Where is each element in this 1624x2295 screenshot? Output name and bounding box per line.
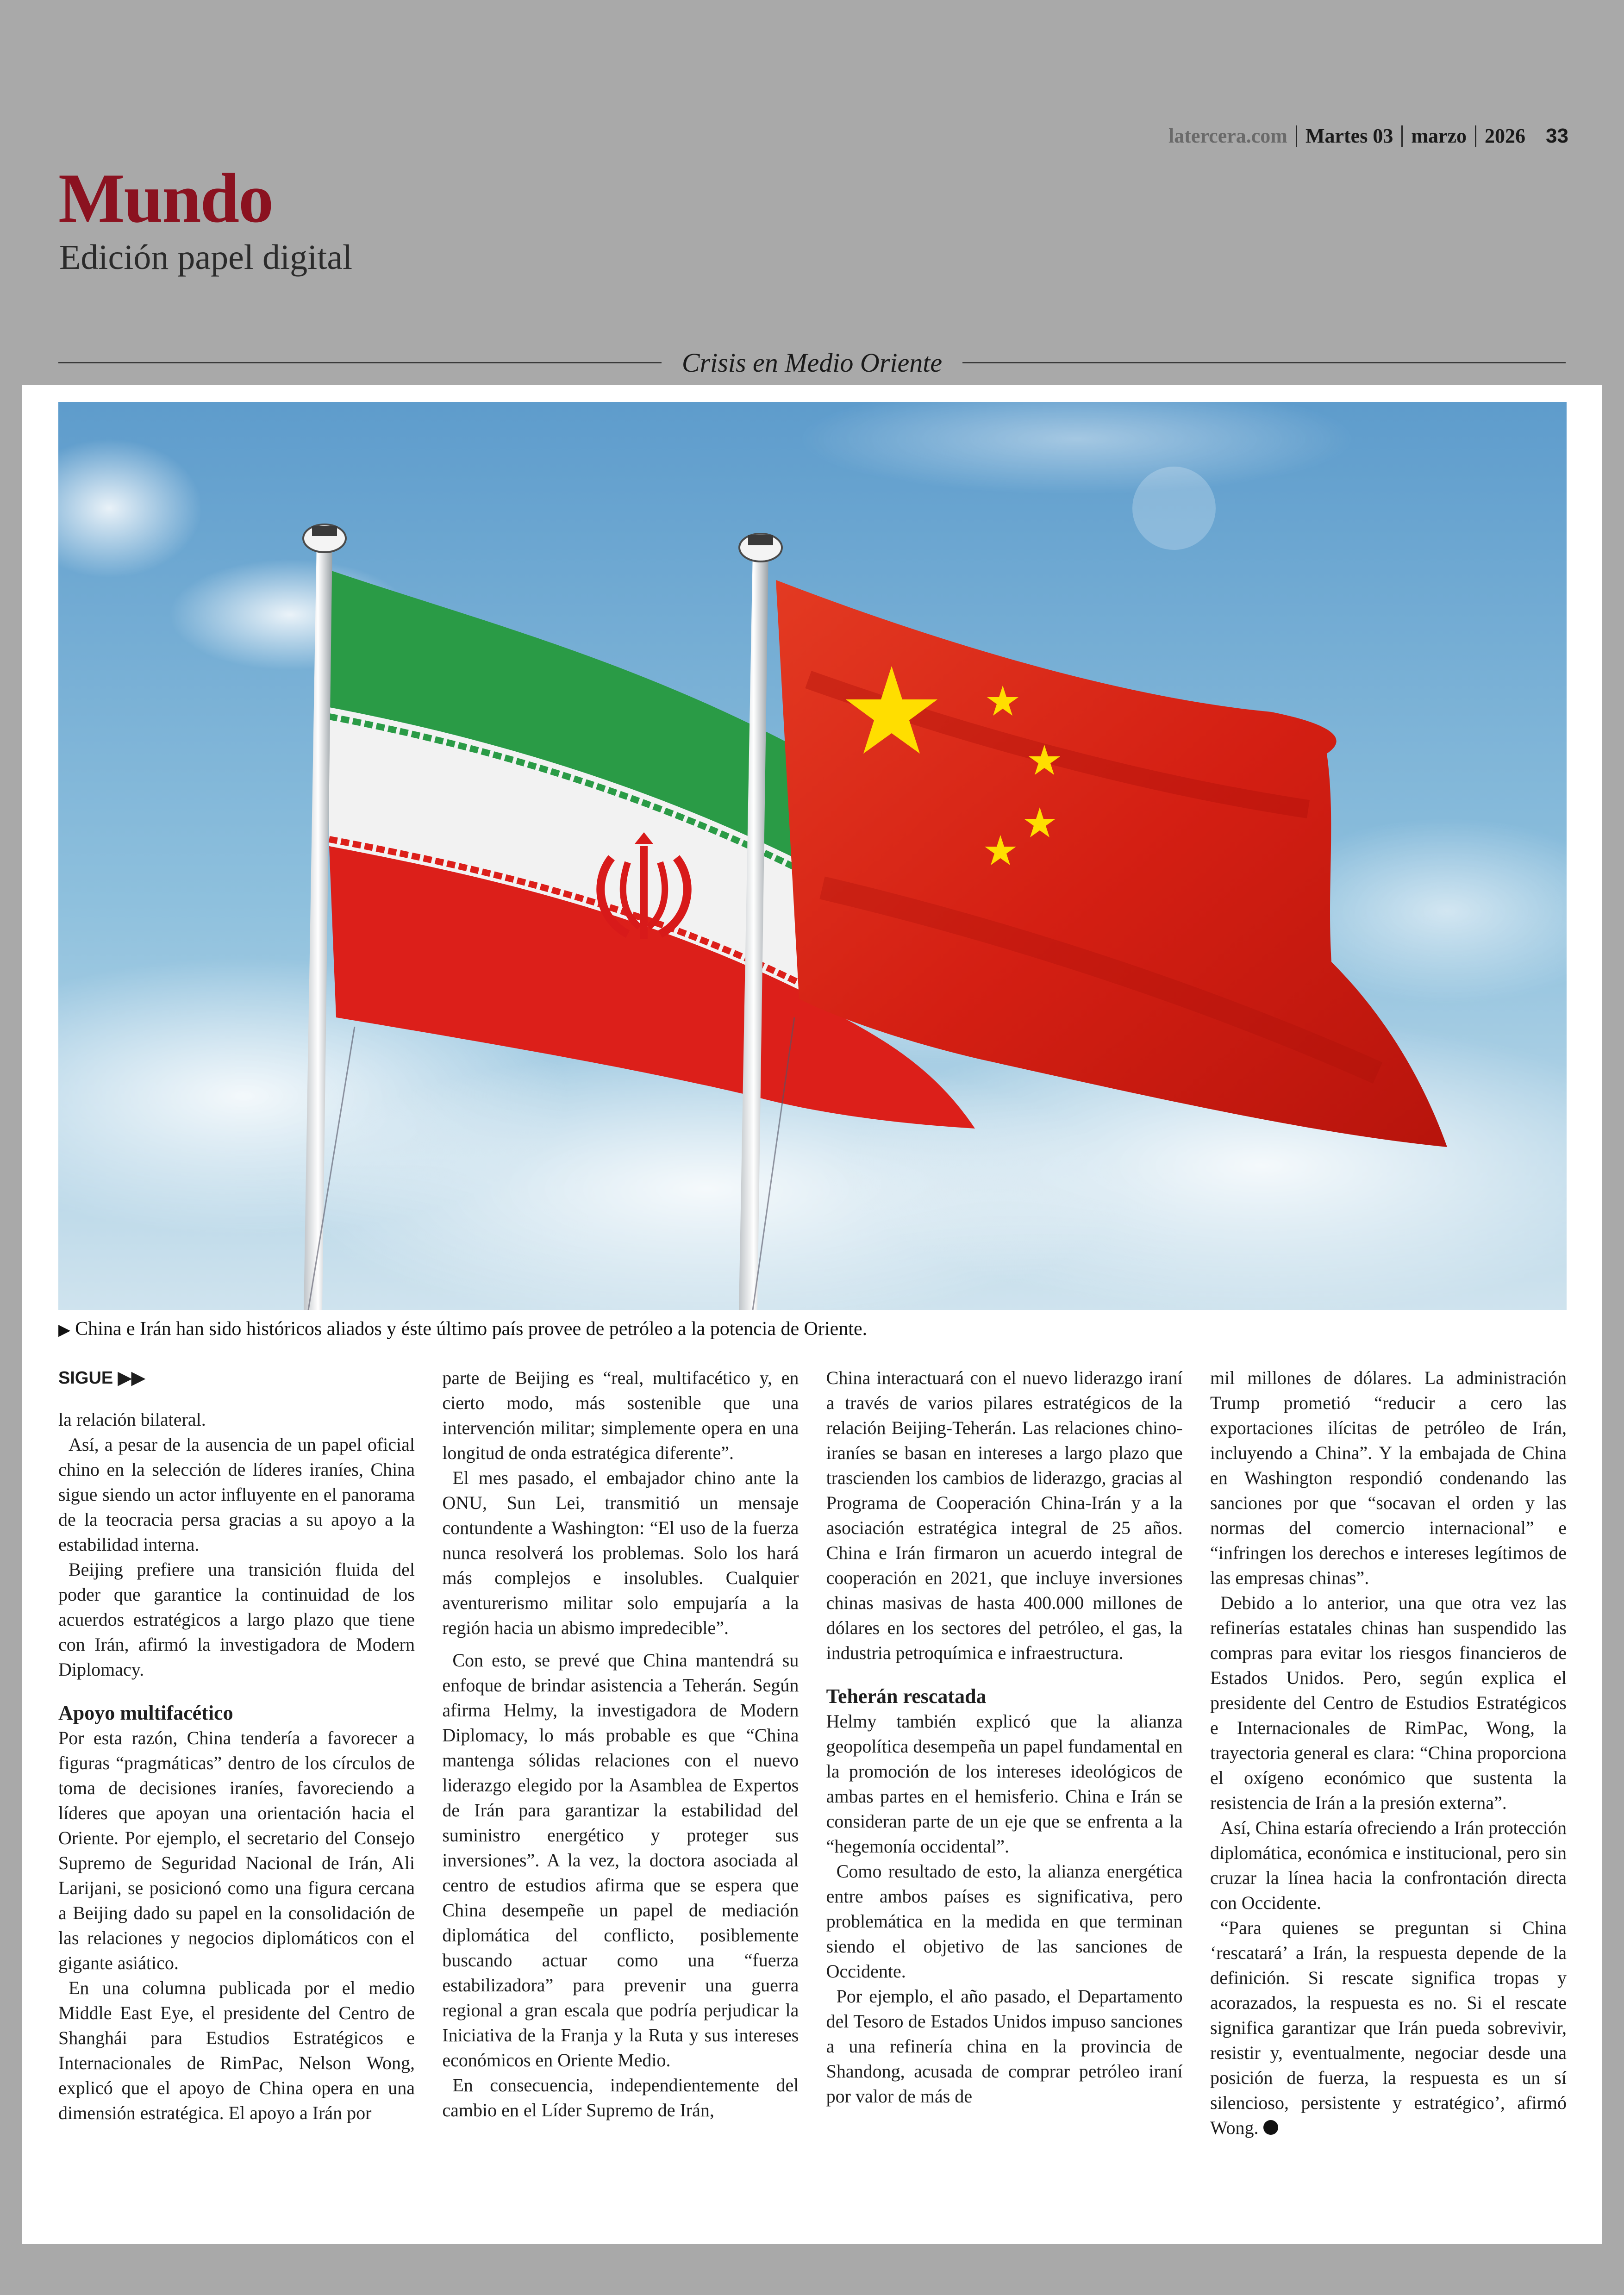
article-column-1: [58, 1366, 415, 2199]
subheading: Apoyo multifacético: [58, 1702, 233, 1724]
paragraph: Como resultado de esto, la alianza energética entre ambos países es significativa, pero problemática en la medida en que terminan siendo el objetivo de las sanciones de Occidente.: [826, 1861, 1183, 1982]
paragraph: Debido a lo anterior, una que otra vez las refinerías estatales chinas han suspendido las compras para evitar los riesgos financieros de Estados Unidos. Pero, según explica el presidente del Centro de Estudios Estratégicos e Internacionales de RimPac, Wong, la trayectoria general es clara: “China proporciona el oxígeno económico que sustenta la resistencia de Irán a la presión externa”.: [1210, 1592, 1567, 1813]
folio-separator: [1296, 125, 1297, 147]
paragraph: Con esto, se prevé que China mantendrá su enfoque de brindar asistencia a Teherán. Según afirma Helmy, la investigadora de Modern Diplomacy, lo más probable es que “China mantenga sólidas relaciones con el nuevo liderazgo elegido por la Asamblea de Expertos de Irán para garantizar la estabilidad del suministro energético y proteger sus inversiones”. A la vez, la doctora asociada al centro de estudios afirma que se espera que China desempeñe un papel de mediación diplomática del conflicto, posiblemente buscando actuar como una “fuerza estabilizadora” para prevenir una guerra regional a gran escala que podría perjudicar la Iniciativa de la Franja y la Ruta y sus intereses económicos en Oriente Medio.: [442, 1650, 799, 2070]
paragraph: Helmy también explicó que la alianza geopolítica desempeña un papel fundamental en la promoción de los intereses ideológicos de ambas partes en el hemisferio. China e Irán se consideran parte de un eje que se enfrenta a la “hegemonía occidental”.: [826, 1711, 1183, 1857]
caption-text: China e Irán han sido históricos aliados y éste último país provee de petróleo a la potencia de Oriente.: [75, 1318, 868, 1340]
article-column-3: [826, 1366, 1183, 2199]
paragraph: Por ejemplo, el año pasado, el Departamento del Tesoro de Estados Unidos impuso sanciones a una refinería china en la provincia de Shandong, acusada de comprar petróleo iraní por valor de más de: [826, 1986, 1183, 2107]
paragraph: Por esta razón, China tendería a favorecer a figuras “pragmáticas” dentro de los círculos de toma de decisiones iraníes, favoreciendo a líderes que apoyan una orientación hacia el Oriente. Por ejemplo, el secretario del Consejo Supremo de Seguridad Nacional de Irán, Ali Larijani, se posicionó como una figura cercana a Beijing dado su papel en la consolidación de las relaciones y negocios diplomáticos con el gigante asiático.: [58, 1727, 415, 1973]
continued-label: SIGUE ▶▶: [58, 1368, 145, 1388]
end-mark-icon: [1263, 2120, 1278, 2135]
paragraph: Así, China estaría ofreciendo a Irán protección diplomática, económica e institucional, pero sin cruzar la línea hacia la confrontación directa con Occidente.: [1210, 1817, 1567, 1913]
subheading: Teherán rescatada: [826, 1685, 987, 1708]
masthead: [0, 0, 1624, 385]
flags-photo: [58, 402, 1567, 1310]
paragraph: mil millones de dólares. La administración Trump prometió “reducir a cero las exportaciones ilícitas de petróleo de Irán, incluyendo a China”. Y la embajada de China en Washington respondió condenando las sanciones por que “socavan el orden y las normas del comercio internacional” e “infringen los derechos e intereses legítimos de las empresas chinas”.: [1210, 1367, 1567, 1588]
folio-year: 2026: [1485, 125, 1526, 147]
kicker-rule-right: [962, 362, 1566, 363]
folio-separator: [1475, 125, 1476, 147]
section-title: Mundo: [58, 159, 273, 237]
page-number: 33: [1546, 124, 1568, 147]
play-triangle-icon: ▶: [58, 1321, 71, 1339]
paragraph: Así, a pesar de la ausencia de un papel oficial chino en la selección de líderes iraníes, China sigue siendo un actor influyente en el panorama de la teocracia persa gracias a su apoyo a la estabilidad interna.: [58, 1434, 415, 1555]
paragraph-final-text: “Para quienes se preguntan si China ‘rescatará’ a Irán, la respuesta depende de la definición. Si rescate significa tropas y acorazados, la respuesta es no. Si el rescate significa garantizar que Irán pueda sobrevivir, resistir y, eventualmente, negociar desde una posición de fuerza, la respuesta es un sí silencioso, persistente y estratégico’, afirmó Wong.: [1210, 1917, 1567, 2138]
paragraph: parte de Beijing es “real, multifacético y, en cierto modo, más sostenible que una intervención militar; simplemente opera en una longitud de onda estratégica diferente”.: [442, 1367, 799, 1463]
paragraph: En consecuencia, independientemente del cambio en el Líder Supremo de Irán,: [442, 2075, 799, 2120]
site-name[interactable]: latercera.com: [1168, 125, 1287, 147]
folio-separator: [1401, 125, 1403, 147]
photo-caption: [58, 1317, 1567, 1341]
article-column-2: [442, 1366, 799, 2199]
section-subtitle: Edición papel digital: [59, 238, 353, 277]
folio: [1168, 124, 1568, 148]
kicker-row: [58, 346, 1566, 379]
folio-month: marzo: [1411, 125, 1467, 147]
article-column-4: [1210, 1366, 1567, 2199]
paragraph: Beijing prefiere una transición fluida del poder que garantice la continuidad de los acuerdos estratégicos a largo plazo que tiene con Irán, afirmó la investigadora de Modern Diplomacy.: [58, 1559, 415, 1680]
kicker-rule-left: [58, 362, 662, 363]
paragraph-final: [1210, 1915, 1567, 2140]
paragraph: En una columna publicada por el medio Middle East Eye, el presidente del Centro de Shanghái para Estudios Estratégicos e Internacionales de RimPac, Nelson Wong, explicó que el apoyo de China opera en una dimensión estratégica. El apoyo a Irán por: [58, 1977, 415, 2123]
paragraph: El mes pasado, el embajador chino ante la ONU, Sun Lei, transmitió un mensaje contundente a Washington: “El uso de la fuerza nunca resolverá los problemas. Solo los hará más complejos e insolubles. Cualquier aventurerismo militar solo empujaría a la región hacia un abismo impredecible”.: [442, 1467, 799, 1638]
article-body: [58, 1366, 1567, 2199]
kicker: Crisis en Medio Oriente: [681, 347, 943, 378]
paragraph: la relación bilateral.: [58, 1409, 206, 1430]
folio-day: Martes 03: [1305, 125, 1393, 147]
paragraph: China interactuará con el nuevo liderazgo iraní a través de varios pilares estratégicos de la relación Beijing-Teherán. Las relaciones chino-iraníes se basan en intereses a largo plazo que trascienden los cambios de liderazgo, gracias al Programa de Cooperación China-Irán y a la asociación estratégica integral de 25 años. China e Irán firmaron un acuerdo integral de cooperación en 2021, que incluye inversiones chinas masivas de hasta 400.000 millones de dólares en los sectores del petróleo, el gas, la industria petroquímica e infraestructura.: [826, 1367, 1183, 1663]
